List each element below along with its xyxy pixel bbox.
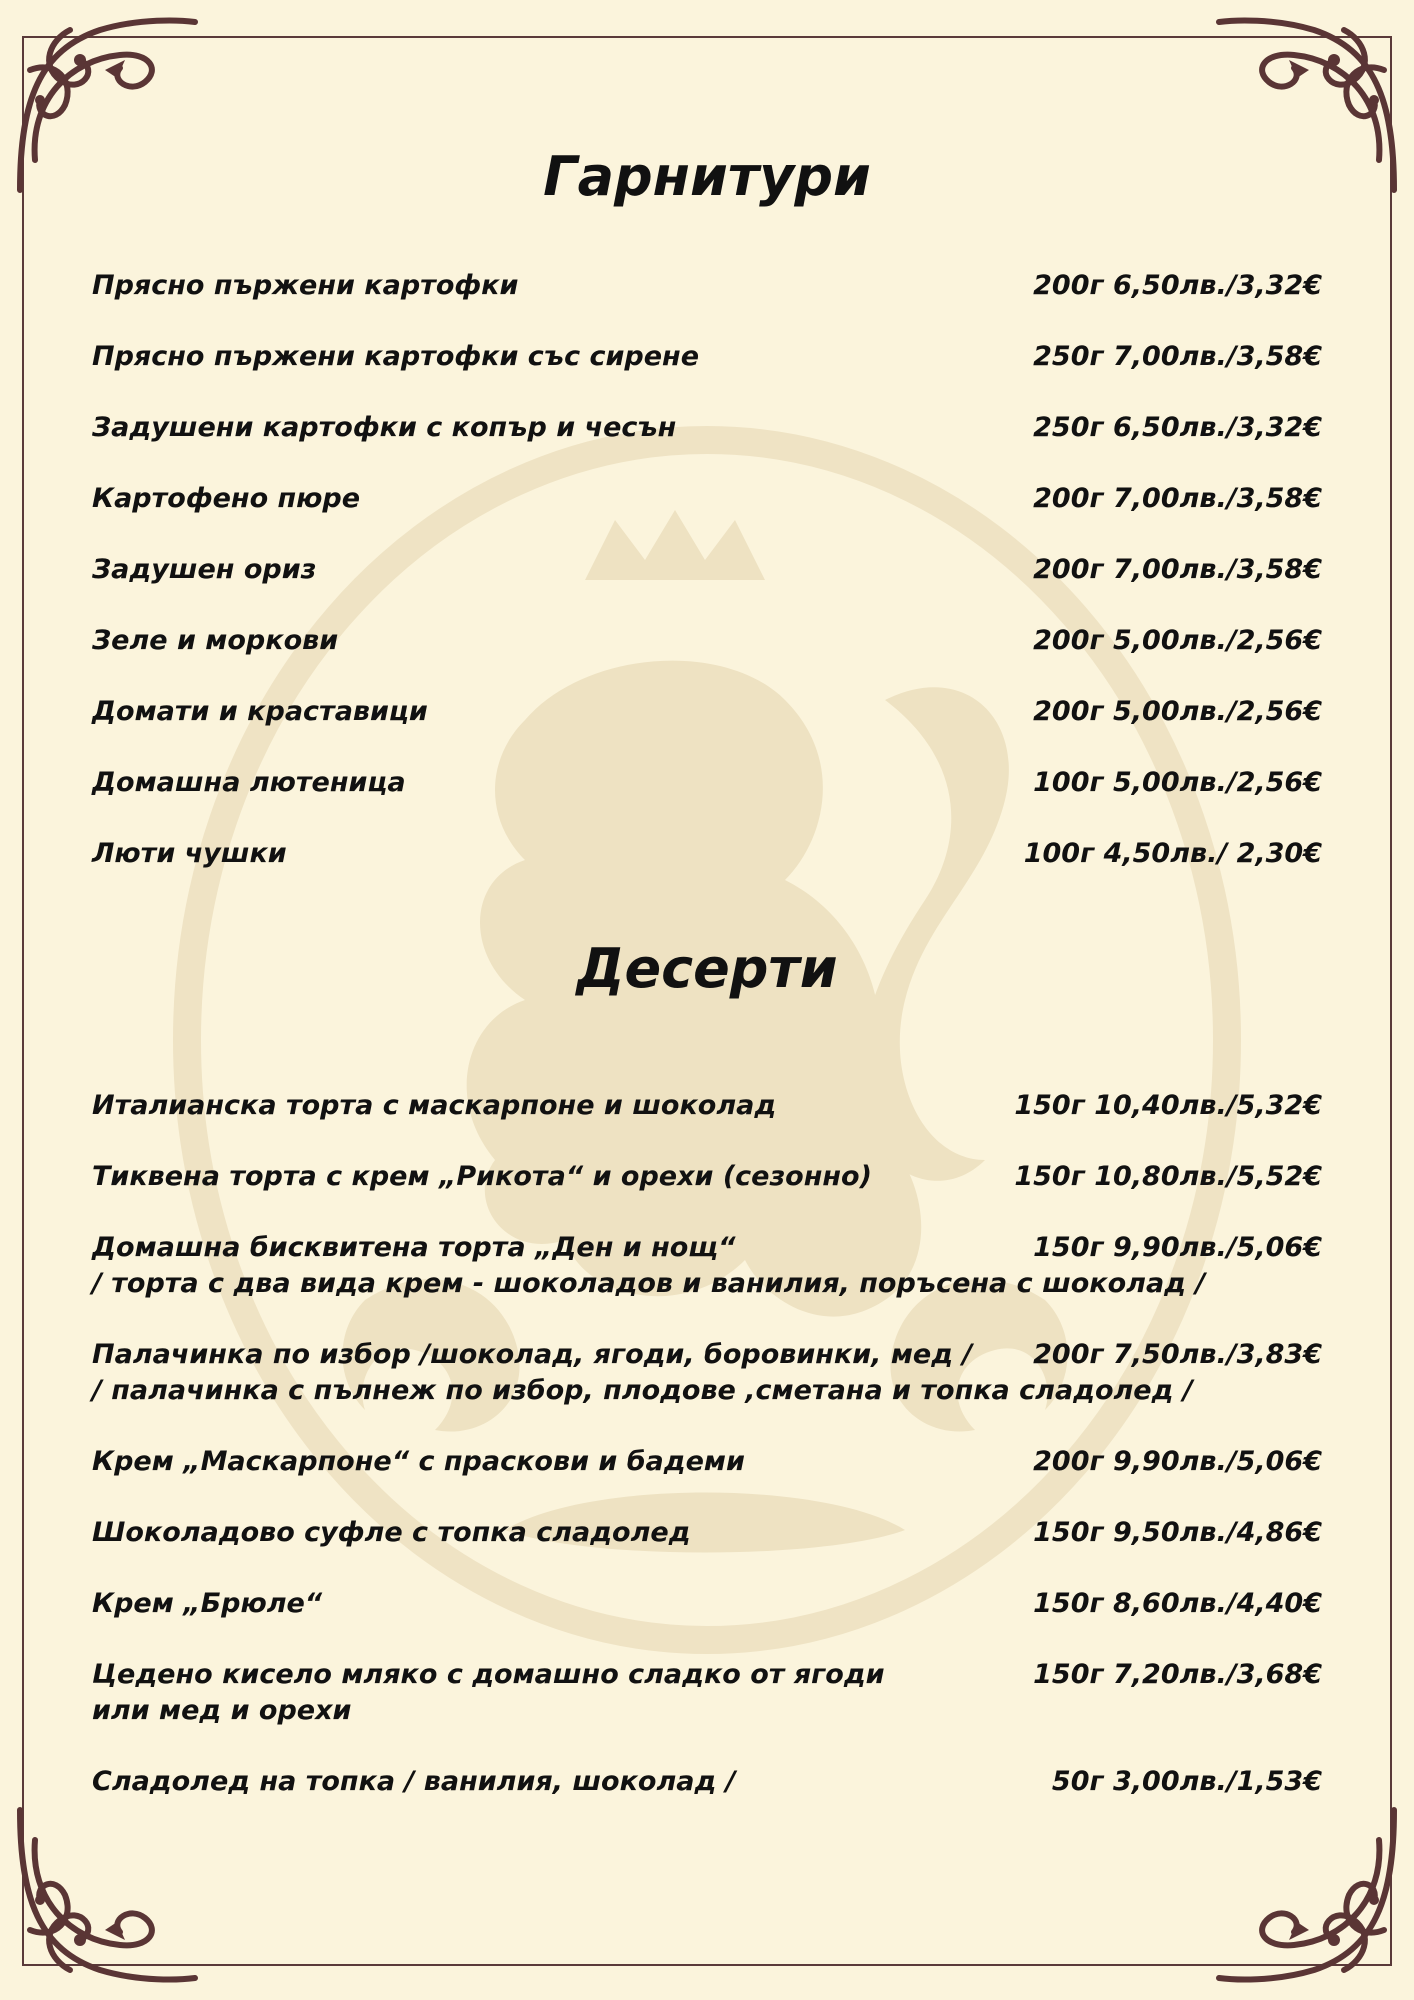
section-title: Гарнитури (543, 145, 871, 208)
item-name: Задушен ориз (92, 554, 317, 585)
menu-item (92, 410, 1322, 446)
item-price: 150г 10,40лв./5,32€ (1014, 1090, 1322, 1121)
item-name: Задушени картофки с копър и чесън (92, 412, 677, 443)
menu-item (92, 481, 1322, 517)
item-name: Шоколадово суфле с топка сладолед (92, 1517, 691, 1548)
item-name: Палачинка по избор /шоколад, ягоди, боровинки, мед / (92, 1339, 973, 1370)
item-price: 200г 9,90лв./5,06€ (1033, 1446, 1322, 1477)
item-price: 200г 6,50лв./3,32€ (1033, 270, 1322, 301)
item-price: 150г 8,60лв./4,40€ (1033, 1588, 1322, 1619)
item-name: Прясно пържени картофки (92, 270, 519, 301)
item-price: 200г 5,00лв./2,56€ (1033, 696, 1322, 727)
menu-item (92, 1515, 1322, 1551)
menu-item (92, 836, 1322, 872)
item-description: / палачинка с пълнеж по избор, плодове ,сметана и топка сладолед / (92, 1375, 1193, 1406)
item-price: 250г 7,00лв./3,58€ (1033, 341, 1322, 372)
menu-item (92, 1657, 1322, 1729)
item-name: Прясно пържени картофки със сирене (92, 341, 700, 372)
item-name: Сладолед на топка / ванилия, шоколад / (92, 1766, 736, 1797)
item-price: 100г 5,00лв./2,56€ (1033, 767, 1322, 798)
item-price: 100г 4,50лв./ 2,30€ (1023, 838, 1322, 869)
menu-item (92, 694, 1322, 730)
menu-item (92, 339, 1322, 375)
item-name: Крем „Маскарпоне“ с праскови и бадеми (92, 1446, 745, 1477)
item-name: Картофено пюре (92, 483, 361, 514)
item-name: Домашна лютеница (92, 767, 406, 798)
item-price: 150г 9,50лв./4,86€ (1033, 1517, 1322, 1548)
menu-item (92, 1586, 1322, 1622)
menu-item (92, 1159, 1322, 1195)
item-name: Италианска торта с маскарпоне и шоколад (92, 1090, 777, 1121)
item-price: 200г 7,50лв./3,83€ (1033, 1339, 1322, 1370)
menu-item (92, 1230, 1322, 1302)
item-price: 50г 3,00лв./1,53€ (1051, 1766, 1322, 1797)
item-name: Домати и краставици (92, 696, 428, 727)
menu-item (92, 1444, 1322, 1480)
item-description: / торта с два вида крем - шоколадов и ванилия, поръсена с шоколад / (92, 1268, 1206, 1299)
item-price: 150г 7,20лв./3,68€ (1033, 1659, 1322, 1690)
menu-item (92, 552, 1322, 588)
item-price: 200г 7,00лв./3,58€ (1033, 483, 1322, 514)
menu-item (92, 1764, 1322, 1800)
section-title: Десерти (576, 937, 838, 1000)
menu-item (92, 765, 1322, 801)
menu-item (92, 1088, 1322, 1124)
menu-item (92, 623, 1322, 659)
item-price: 150г 10,80лв./5,52€ (1014, 1161, 1322, 1192)
item-price: 150г 9,90лв./5,06€ (1033, 1232, 1322, 1263)
item-price: 200г 7,00лв./3,58€ (1033, 554, 1322, 585)
item-name: Люти чушки (92, 838, 287, 869)
item-price: 200г 5,00лв./2,56€ (1033, 625, 1322, 656)
item-name: Домашна бисквитена торта „Ден и нощ“ (92, 1232, 736, 1263)
item-price: 250г 6,50лв./3,32€ (1033, 412, 1322, 443)
item-name: Крем „Брюле“ (92, 1588, 323, 1619)
menu-item (92, 1337, 1322, 1409)
item-name: Зеле и моркови (92, 625, 339, 656)
item-name: Цедено кисело мляко с домашно сладко от ягоди (92, 1659, 885, 1690)
item-description: или мед и орехи (92, 1695, 352, 1726)
menu-item (92, 268, 1322, 304)
item-name: Тиквена торта с крем „Рикота“ и орехи (сезонно) (92, 1161, 872, 1192)
